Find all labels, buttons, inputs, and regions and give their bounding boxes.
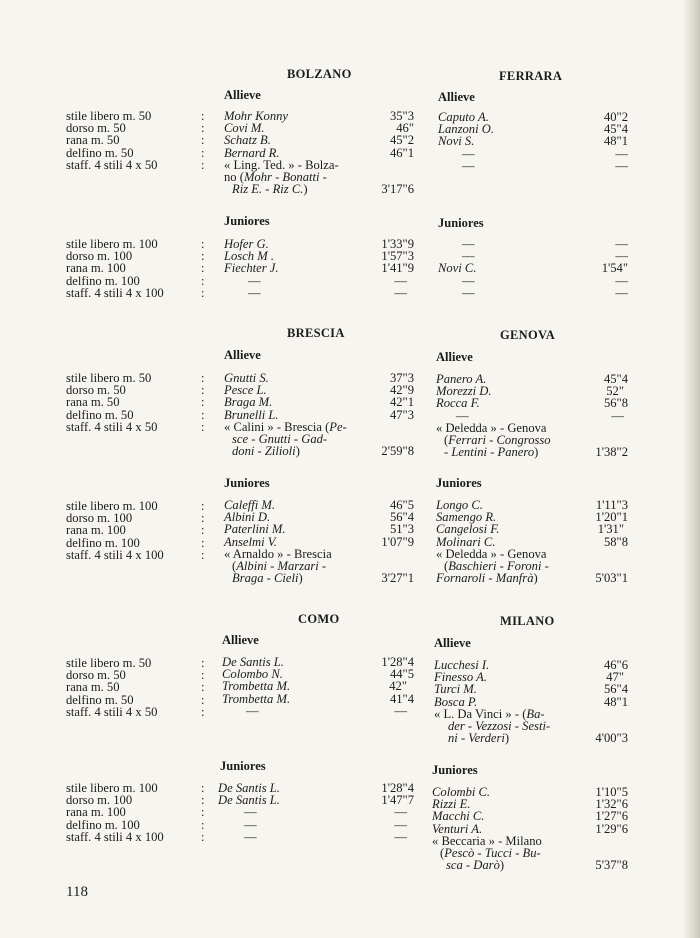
relay-line: « Arnaldo » - Brescia <box>224 546 332 561</box>
result-row: Albini D. 56"4 <box>224 510 414 525</box>
result-row: Lanzoni O. 45"4 <box>438 122 628 137</box>
result-row: Colombo N. 44"5 <box>222 667 414 682</box>
relay-line: Fornaroli - Manfrà) 5'03"1 <box>436 571 628 586</box>
result-row: Trombetta M. 42" <box>222 679 407 694</box>
result-row: Pesce L. 42"9 <box>224 383 414 398</box>
relay-line: « Deledda » - Genova <box>436 546 547 561</box>
result-row: De Santis L. 1'28"4 <box>222 655 414 669</box>
event-label: staff. 4 stili 4 x 50 : <box>66 419 205 434</box>
event-label: stile libero m. 50 : <box>66 109 205 123</box>
result-row: Paterlini M. 51"3 <box>224 522 414 537</box>
result-row: Novi C. 1'54" <box>438 261 628 276</box>
results-ferrara-juniores <box>438 238 628 299</box>
event-label: rana m. 50 : <box>66 680 205 695</box>
event-label: dorso m. 50 : <box>66 383 205 398</box>
results-como-juniores <box>218 782 419 843</box>
category-heading: Allieve <box>436 350 473 364</box>
event-label: dorso m. 50 : <box>66 668 205 683</box>
result-row: De Santis L. 1'47"7 <box>218 793 414 808</box>
category-heading: Allieve <box>434 636 471 650</box>
results-milano-allieve <box>434 659 628 744</box>
event-label: rana m. 100 : <box>66 805 205 820</box>
event-label: delfino m. 100 : <box>66 817 205 832</box>
relay-line: ni - Verderi) 4'00"3 <box>448 731 628 746</box>
event-label: rana m. 50 : <box>66 395 205 410</box>
category-heading: Juniores <box>432 763 478 777</box>
results-milano-juniores <box>432 786 628 871</box>
result-row: Venturi A. 1'29"6 <box>432 821 628 836</box>
category-heading: Juniores <box>224 214 270 228</box>
city-heading-milano: MILANO <box>500 614 555 628</box>
result-row: Hofer G. 1'33"9 <box>224 237 414 251</box>
result-row: Braga M. 42"1 <box>224 395 414 410</box>
city-heading-brescia: BRESCIA <box>287 326 345 340</box>
event-label: staff. 4 stili 4 x 100 : <box>66 285 205 300</box>
results-bolzano-juniores <box>224 238 419 299</box>
event-labels-juniores <box>66 238 206 299</box>
result-row: — — <box>462 146 628 161</box>
relay-line: (Baschieri - Foroni - <box>444 558 549 573</box>
city-heading-genova: GENOVA <box>500 328 556 342</box>
event-labels-allieve <box>66 110 206 171</box>
relay-line: « Beccaria » - Milano <box>432 833 542 848</box>
result-row: De Santis L. 1'28"4 <box>218 781 414 795</box>
results-genova-juniores <box>436 499 628 584</box>
results-como-allieve <box>222 656 419 717</box>
event-label: delfino m. 100 : <box>66 535 205 550</box>
category-heading: Juniores <box>224 476 270 490</box>
relay-line: « L. Da Vinci » - (Ba- <box>434 706 545 721</box>
city-heading-como: COMO <box>298 612 340 626</box>
result-row: — — <box>244 829 407 844</box>
event-label: stile libero m. 100 : <box>66 237 205 251</box>
event-labels-juniores <box>66 500 206 561</box>
category-heading: Allieve <box>438 90 475 104</box>
relay-line: Riz E. - Riz C.) 3'17"6 <box>232 182 414 197</box>
relay-line: sce - Gnutti - Gad- <box>232 431 328 446</box>
category-heading: Juniores <box>220 759 266 773</box>
result-row: Panero A. 45"4 <box>436 372 628 386</box>
relay-line: (Ferrari - Congrosso <box>444 432 551 447</box>
event-label: dorso m. 50 : <box>66 121 205 136</box>
result-row: Covi M. 46" <box>224 121 414 136</box>
relay-line: « Deledda » - Genova <box>436 420 547 435</box>
result-row: Caleffi M. 46"5 <box>224 498 414 512</box>
event-label: dorso m. 100 : <box>66 249 205 264</box>
relay-line: Braga - Cieli) 3'27"1 <box>232 571 414 586</box>
event-label: staff. 4 stili 4 x 100 : <box>66 829 205 844</box>
city-heading-ferrara: FERRARA <box>499 69 563 83</box>
city-heading-bolzano: BOLZANO <box>287 67 352 81</box>
result-row: — — <box>246 703 407 718</box>
category-heading: Allieve <box>224 348 261 362</box>
category-heading: Allieve <box>224 88 261 102</box>
result-row: — — <box>462 249 628 264</box>
results-genova-allieve <box>436 373 628 458</box>
results-ferrara-allieve <box>438 111 628 172</box>
event-label: staff. 4 stili 4 x 50 : <box>66 704 205 719</box>
relay-line: - Lentini - Panero) 1'38"2 <box>444 445 628 460</box>
event-label: stile libero m. 100 : <box>66 499 205 513</box>
event-label: rana m. 50 : <box>66 133 205 148</box>
event-label: stile libero m. 100 : <box>66 781 205 795</box>
event-label: dorso m. 100 : <box>66 511 205 526</box>
result-row: — — <box>244 805 407 820</box>
result-row: Cangelosi F. 1'31" <box>436 522 624 537</box>
result-row: Trombetta M. 41"4 <box>222 691 414 706</box>
category-heading: Juniores <box>436 476 482 490</box>
result-row: Colombi C. 1'10"5 <box>432 785 628 799</box>
category-heading: Juniores <box>438 216 484 230</box>
relay-line: (Pescò - Tucci - Bu- <box>440 845 541 860</box>
relay-line: sca - Darò) 5'37"8 <box>446 858 628 873</box>
result-row: Samengo R. 1'20"1 <box>436 510 628 525</box>
results-brescia-allieve <box>224 372 419 457</box>
results-brescia-juniores <box>224 499 419 584</box>
event-label: delfino m. 50 : <box>66 692 205 707</box>
event-label: rana m. 100 : <box>66 261 205 276</box>
result-row: Macchi C. 1'27"6 <box>432 809 628 824</box>
result-row: — — <box>462 158 628 173</box>
event-label: staff. 4 stili 4 x 50 : <box>66 157 205 172</box>
result-row: Finesso A. 47" <box>434 670 624 685</box>
page-spine-shadow <box>682 0 700 938</box>
page-number: 118 <box>66 884 88 900</box>
result-row: Anselmi V. 1'07"9 <box>224 534 414 549</box>
result-row: Novi S. 48"1 <box>438 134 628 149</box>
result-row: — — <box>248 273 407 288</box>
relay-line: der - Vezzosi - Sesti- <box>448 718 551 733</box>
result-row: Losch M . 1'57"3 <box>224 249 414 264</box>
relay-line: doni - Zilioli) 2'59"8 <box>232 444 414 459</box>
result-row: Schatz B. 45"2 <box>224 133 414 148</box>
result-row: Longo C. 1'11"3 <box>436 498 628 512</box>
result-row: Brunelli L. 47"3 <box>224 407 414 422</box>
result-row: — — <box>248 285 407 300</box>
results-bolzano-allieve <box>224 110 419 195</box>
result-row: Rizzi E. 1'32"6 <box>432 797 628 812</box>
event-label: staff. 4 stili 4 x 100 : <box>66 547 205 562</box>
relay-line: (Albini - Marzari - <box>232 558 327 573</box>
result-row: Gnutti S. 37"3 <box>224 371 414 385</box>
result-row: Fiechter J. 1'41"9 <box>224 261 414 276</box>
event-label: delfino m. 50 : <box>66 407 205 422</box>
relay-line: no (Mohr - Bonatti - <box>224 169 327 184</box>
event-labels-allieve <box>66 657 206 718</box>
relay-line: « Calini » - Brescia (Pe- <box>224 419 347 434</box>
result-row: Bosca P. 48"1 <box>434 694 628 709</box>
event-label: dorso m. 100 : <box>66 793 205 808</box>
result-row: — — <box>462 285 628 300</box>
result-row: — — <box>456 408 624 423</box>
result-row: — — <box>462 237 628 251</box>
result-row: Bernard R. 46"1 <box>224 145 414 160</box>
relay-line: « Ling. Ted. » - Bolza- <box>224 157 339 172</box>
result-row: Rocca F. 56"8 <box>436 396 628 411</box>
category-heading: Allieve <box>222 633 259 647</box>
result-row: — — <box>244 817 407 832</box>
result-row: Molinari C. 58"8 <box>436 534 628 549</box>
event-label: delfino m. 100 : <box>66 273 205 288</box>
event-label: stile libero m. 50 : <box>66 656 205 670</box>
result-row: — — <box>462 273 628 288</box>
result-row: Lucchesi I. 46"6 <box>434 658 628 672</box>
result-row: Turci M. 56"4 <box>434 682 628 697</box>
result-row: Morezzi D. 52" <box>436 384 624 399</box>
event-label: rana m. 100 : <box>66 523 205 538</box>
result-row: Mohr Konny 35"3 <box>224 109 414 123</box>
event-label: delfino m. 50 : <box>66 145 205 160</box>
event-labels-juniores <box>66 782 206 843</box>
event-label: stile libero m. 50 : <box>66 371 205 385</box>
event-labels-allieve <box>66 372 206 433</box>
result-row: Caputo A. 40"2 <box>438 110 628 124</box>
